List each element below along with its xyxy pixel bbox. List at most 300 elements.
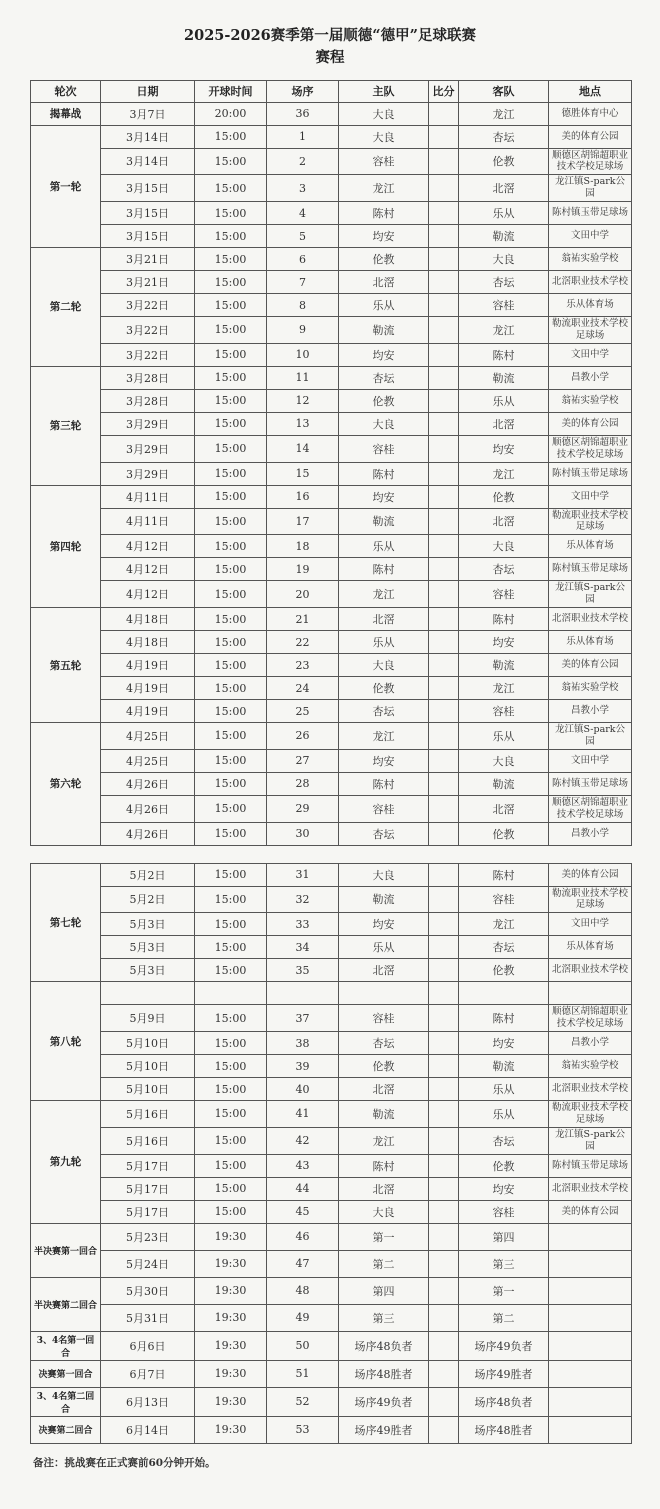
- match-number-cell: 9: [267, 317, 339, 344]
- kickoff-time-cell: 15:00: [195, 317, 267, 344]
- away-team-cell: 北滘: [459, 412, 549, 435]
- date-cell: 3月15日: [101, 202, 195, 225]
- date-cell: 5月31日: [101, 1304, 195, 1331]
- score-cell: [429, 700, 459, 723]
- date-cell: 5月10日: [101, 1032, 195, 1055]
- match-row: [31, 772, 632, 795]
- kickoff-time-cell: 15:00: [195, 913, 267, 936]
- round-label: 揭幕战: [31, 102, 101, 125]
- date-cell: 5月3日: [101, 936, 195, 959]
- kickoff-time-cell: 19:30: [195, 1277, 267, 1304]
- home-team-cell: 陈村: [339, 558, 429, 581]
- kickoff-time-cell: 15:00: [195, 1055, 267, 1078]
- kickoff-time-cell: 15:00: [195, 700, 267, 723]
- schedule-table-rounds-1-6: [30, 80, 632, 846]
- away-team-cell: 容桂: [459, 581, 549, 608]
- home-team-cell: 龙江: [339, 175, 429, 202]
- match-row: [31, 959, 632, 982]
- date-cell: 5月24日: [101, 1250, 195, 1277]
- match-row: [31, 631, 632, 654]
- home-team-cell: 龙江: [339, 1127, 429, 1154]
- score-cell: [429, 936, 459, 959]
- date-cell: 3月14日: [101, 125, 195, 148]
- match-number-cell: 20: [267, 581, 339, 608]
- home-team-cell: 北滘: [339, 1078, 429, 1101]
- kickoff-time-cell: 15:00: [195, 822, 267, 845]
- venue-cell: 美的体育公园: [549, 654, 632, 677]
- kickoff-time-cell: 15:00: [195, 677, 267, 700]
- date-cell: 5月16日: [101, 1101, 195, 1128]
- kickoff-time-cell: 15:00: [195, 535, 267, 558]
- home-team-cell: 容桂: [339, 795, 429, 822]
- kickoff-time-cell: 15:00: [195, 1101, 267, 1128]
- kickoff-time-cell: 19:30: [195, 1223, 267, 1250]
- home-team-cell: 场序48胜者: [339, 1360, 429, 1387]
- round-label: 第四轮: [31, 485, 101, 608]
- home-team-cell: 北滘: [339, 959, 429, 982]
- kickoff-time-cell: 15:00: [195, 389, 267, 412]
- venue-cell: 美的体育公园: [549, 1200, 632, 1223]
- home-team-cell: 容桂: [339, 435, 429, 462]
- score-cell: [429, 366, 459, 389]
- venue-cell: 陈村镇玉带足球场: [549, 1154, 632, 1177]
- away-team-cell: 勒流: [459, 1055, 549, 1078]
- home-team-cell: 大良: [339, 863, 429, 886]
- venue-cell: [549, 1331, 632, 1360]
- score-cell: [429, 1416, 459, 1443]
- away-team-cell: 杏坛: [459, 936, 549, 959]
- away-team-cell: 容桂: [459, 294, 549, 317]
- match-row: [31, 654, 632, 677]
- home-team-cell: 场序49负者: [339, 1387, 429, 1416]
- match-row: [31, 125, 632, 148]
- kickoff-time-cell: 15:00: [195, 1177, 267, 1200]
- score-cell: [429, 1127, 459, 1154]
- match-row: [31, 389, 632, 412]
- away-team-cell: 杏坛: [459, 125, 549, 148]
- away-team-cell: 伦教: [459, 959, 549, 982]
- away-team-cell: 乐从: [459, 389, 549, 412]
- round-label: 决赛第一回合: [31, 1360, 101, 1387]
- column-header-home-team: 主队: [339, 80, 429, 102]
- home-team-cell: [339, 982, 429, 1005]
- kickoff-time-cell: 19:30: [195, 1250, 267, 1277]
- match-number-cell: 42: [267, 1127, 339, 1154]
- home-team-cell: 伦教: [339, 389, 429, 412]
- venue-cell: 龙江镇S-park公园: [549, 723, 632, 750]
- match-number-cell: 4: [267, 202, 339, 225]
- date-cell: 4月11日: [101, 508, 195, 535]
- match-row: [31, 1154, 632, 1177]
- away-team-cell: 伦教: [459, 148, 549, 175]
- score-cell: [429, 581, 459, 608]
- home-team-cell: 杏坛: [339, 700, 429, 723]
- date-cell: 6月6日: [101, 1331, 195, 1360]
- venue-cell: 顺德区胡锦超职业技术学校足球场: [549, 435, 632, 462]
- kickoff-time-cell: 15:00: [195, 1078, 267, 1101]
- venue-cell: 美的体育公园: [549, 125, 632, 148]
- score-cell: [429, 1223, 459, 1250]
- date-cell: 5月2日: [101, 886, 195, 913]
- date-cell: 4月19日: [101, 654, 195, 677]
- home-team-cell: 陈村: [339, 462, 429, 485]
- match-number-cell: 23: [267, 654, 339, 677]
- away-team-cell: 大良: [459, 749, 549, 772]
- home-team-cell: 杏坛: [339, 822, 429, 845]
- kickoff-time-cell: 15:00: [195, 654, 267, 677]
- kickoff-time-cell: 15:00: [195, 936, 267, 959]
- match-row: [31, 462, 632, 485]
- away-team-cell: 北滘: [459, 795, 549, 822]
- venue-cell: [549, 1416, 632, 1443]
- date-cell: 5月17日: [101, 1200, 195, 1223]
- match-number-cell: 35: [267, 959, 339, 982]
- round-label: 第八轮: [31, 982, 101, 1101]
- match-number-cell: [267, 982, 339, 1005]
- date-cell: 6月13日: [101, 1387, 195, 1416]
- away-team-cell: 龙江: [459, 677, 549, 700]
- venue-cell: 昌教小学: [549, 700, 632, 723]
- kickoff-time-cell: 15:00: [195, 1005, 267, 1032]
- date-cell: 4月18日: [101, 631, 195, 654]
- kickoff-time-cell: 15:00: [195, 294, 267, 317]
- match-number-cell: 50: [267, 1331, 339, 1360]
- venue-cell: 顺德区胡锦超职业技术学校足球场: [549, 1005, 632, 1032]
- round-label: 半决赛第二回合: [31, 1277, 101, 1331]
- match-number-cell: 2: [267, 148, 339, 175]
- venue-cell: [549, 1387, 632, 1416]
- away-team-cell: 北滘: [459, 175, 549, 202]
- kickoff-time-cell: 15:00: [195, 202, 267, 225]
- match-row: [31, 677, 632, 700]
- home-team-cell: 均安: [339, 343, 429, 366]
- away-team-cell: 伦教: [459, 485, 549, 508]
- score-cell: [429, 485, 459, 508]
- venue-cell: 翁祐实验学校: [549, 389, 632, 412]
- match-row: [31, 1200, 632, 1223]
- match-number-cell: 16: [267, 485, 339, 508]
- match-row: [31, 343, 632, 366]
- venue-cell: 龙江镇S-park公园: [549, 581, 632, 608]
- page-title-line1: 2025-2026赛季第一届顺德“德甲”足球联赛: [184, 27, 476, 44]
- date-cell: 4月25日: [101, 723, 195, 750]
- away-team-cell: 场序48胜者: [459, 1416, 549, 1443]
- round-label: 第九轮: [31, 1101, 101, 1224]
- kickoff-time-cell: 19:30: [195, 1387, 267, 1416]
- home-team-cell: 北滘: [339, 271, 429, 294]
- date-cell: 6月14日: [101, 1416, 195, 1443]
- away-team-cell: 大良: [459, 248, 549, 271]
- away-team-cell: 伦教: [459, 822, 549, 845]
- score-cell: [429, 1177, 459, 1200]
- match-number-cell: 33: [267, 913, 339, 936]
- score-cell: [429, 1360, 459, 1387]
- venue-cell: 龙江镇S-park公园: [549, 1127, 632, 1154]
- date-cell: 4月26日: [101, 772, 195, 795]
- score-cell: [429, 389, 459, 412]
- score-cell: [429, 1250, 459, 1277]
- home-team-cell: 第二: [339, 1250, 429, 1277]
- venue-cell: 文田中学: [549, 485, 632, 508]
- venue-cell: 勒流职业技术学校足球场: [549, 1101, 632, 1128]
- match-number-cell: 22: [267, 631, 339, 654]
- date-cell: 5月17日: [101, 1177, 195, 1200]
- score-cell: [429, 1304, 459, 1331]
- kickoff-time-cell: 15:00: [195, 508, 267, 535]
- home-team-cell: 乐从: [339, 535, 429, 558]
- match-number-cell: 11: [267, 366, 339, 389]
- score-cell: [429, 631, 459, 654]
- away-team-cell: 勒流: [459, 654, 549, 677]
- home-team-cell: 伦教: [339, 677, 429, 700]
- match-row: [31, 1005, 632, 1032]
- match-row: [31, 175, 632, 202]
- away-team-cell: 乐从: [459, 723, 549, 750]
- match-row: [31, 581, 632, 608]
- away-team-cell: 均安: [459, 435, 549, 462]
- date-cell: 3月28日: [101, 389, 195, 412]
- kickoff-time-cell: 15:00: [195, 959, 267, 982]
- venue-cell: 文田中学: [549, 913, 632, 936]
- away-team-cell: 陈村: [459, 608, 549, 631]
- home-team-cell: 大良: [339, 102, 429, 125]
- away-team-cell: 杏坛: [459, 558, 549, 581]
- date-cell: 3月21日: [101, 248, 195, 271]
- home-team-cell: 北滘: [339, 1177, 429, 1200]
- score-cell: [429, 1055, 459, 1078]
- away-team-cell: 乐从: [459, 202, 549, 225]
- match-row: [31, 863, 632, 886]
- away-team-cell: 均安: [459, 1177, 549, 1200]
- away-team-cell: 龙江: [459, 913, 549, 936]
- round-label: 第一轮: [31, 125, 101, 248]
- venue-cell: 翁祐实验学校: [549, 677, 632, 700]
- score-cell: [429, 654, 459, 677]
- kickoff-time-cell: 15:00: [195, 412, 267, 435]
- match-number-cell: 48: [267, 1277, 339, 1304]
- date-cell: [101, 982, 195, 1005]
- match-number-cell: 17: [267, 508, 339, 535]
- kickoff-time-cell: 15:00: [195, 435, 267, 462]
- venue-cell: 美的体育公园: [549, 863, 632, 886]
- match-number-cell: 28: [267, 772, 339, 795]
- match-row: [31, 271, 632, 294]
- date-cell: 4月12日: [101, 558, 195, 581]
- score-cell: [429, 1277, 459, 1304]
- column-header-score: 比分: [429, 80, 459, 102]
- match-row: [31, 1078, 632, 1101]
- venue-cell: 昌教小学: [549, 366, 632, 389]
- match-number-cell: 10: [267, 343, 339, 366]
- round-label: 3、4名第一回合: [31, 1331, 101, 1360]
- match-row: [31, 485, 632, 508]
- match-number-cell: 43: [267, 1154, 339, 1177]
- home-team-cell: 场序49胜者: [339, 1416, 429, 1443]
- match-number-cell: 53: [267, 1416, 339, 1443]
- kickoff-time-cell: 15:00: [195, 631, 267, 654]
- home-team-cell: 容桂: [339, 148, 429, 175]
- match-row: [31, 202, 632, 225]
- home-team-cell: 场序48负者: [339, 1331, 429, 1360]
- score-cell: [429, 913, 459, 936]
- date-cell: 4月12日: [101, 581, 195, 608]
- score-cell: [429, 886, 459, 913]
- match-number-cell: 36: [267, 102, 339, 125]
- kickoff-time-cell: 19:30: [195, 1360, 267, 1387]
- kickoff-time-cell: [195, 982, 267, 1005]
- match-row: [31, 749, 632, 772]
- column-header-date: 日期: [101, 80, 195, 102]
- kickoff-time-cell: 15:00: [195, 772, 267, 795]
- header-row: [31, 80, 632, 102]
- venue-cell: 文田中学: [549, 749, 632, 772]
- match-row: [31, 886, 632, 913]
- match-row: [31, 723, 632, 750]
- match-row: [31, 1250, 632, 1277]
- venue-cell: 昌教小学: [549, 1032, 632, 1055]
- kickoff-time-cell: 15:00: [195, 581, 267, 608]
- match-number-cell: 49: [267, 1304, 339, 1331]
- score-cell: [429, 435, 459, 462]
- venue-cell: 乐从体育场: [549, 535, 632, 558]
- kickoff-time-cell: 15:00: [195, 723, 267, 750]
- venue-cell: 乐从体育场: [549, 936, 632, 959]
- schedule-table-rounds-7-finals: [30, 863, 632, 1444]
- away-team-cell: 龙江: [459, 462, 549, 485]
- venue-cell: 昌教小学: [549, 822, 632, 845]
- match-row: [31, 1223, 632, 1250]
- away-team-cell: 乐从: [459, 1101, 549, 1128]
- date-cell: 3月22日: [101, 294, 195, 317]
- venue-cell: 勒流职业技术学校足球场: [549, 317, 632, 344]
- score-cell: [429, 982, 459, 1005]
- venue-cell: 北滘职业技术学校: [549, 959, 632, 982]
- match-row: [31, 294, 632, 317]
- date-cell: 5月10日: [101, 1078, 195, 1101]
- match-number-cell: 51: [267, 1360, 339, 1387]
- page-title-line2: 赛程: [315, 48, 345, 66]
- kickoff-time-cell: 15:00: [195, 271, 267, 294]
- score-cell: [429, 148, 459, 175]
- date-cell: 3月7日: [101, 102, 195, 125]
- venue-cell: 文田中学: [549, 343, 632, 366]
- match-number-cell: 3: [267, 175, 339, 202]
- match-row: [31, 822, 632, 845]
- score-cell: [429, 1200, 459, 1223]
- away-team-cell: 勒流: [459, 366, 549, 389]
- date-cell: 3月21日: [101, 271, 195, 294]
- column-header-round: 轮次: [31, 80, 101, 102]
- match-number-cell: 15: [267, 462, 339, 485]
- round-label: 第二轮: [31, 248, 101, 367]
- column-header-match-no: 场序: [267, 80, 339, 102]
- match-number-cell: 13: [267, 412, 339, 435]
- date-cell: 5月3日: [101, 913, 195, 936]
- kickoff-time-cell: 15:00: [195, 175, 267, 202]
- kickoff-time-cell: 15:00: [195, 248, 267, 271]
- date-cell: 3月22日: [101, 343, 195, 366]
- away-team-cell: 均安: [459, 631, 549, 654]
- venue-cell: [549, 1277, 632, 1304]
- home-team-cell: 大良: [339, 654, 429, 677]
- away-team-cell: 场序49负者: [459, 1331, 549, 1360]
- match-number-cell: 14: [267, 435, 339, 462]
- kickoff-time-cell: 15:00: [195, 749, 267, 772]
- kickoff-time-cell: 15:00: [195, 225, 267, 248]
- venue-cell: 北滘职业技术学校: [549, 1078, 632, 1101]
- venue-cell: 翁祐实验学校: [549, 248, 632, 271]
- venue-cell: [549, 1250, 632, 1277]
- match-row: [31, 412, 632, 435]
- date-cell: 6月7日: [101, 1360, 195, 1387]
- away-team-cell: 乐从: [459, 1078, 549, 1101]
- home-team-cell: 第三: [339, 1304, 429, 1331]
- kickoff-time-cell: 15:00: [195, 1200, 267, 1223]
- match-row: [31, 1416, 632, 1443]
- kickoff-time-cell: 15:00: [195, 886, 267, 913]
- match-number-cell: 25: [267, 700, 339, 723]
- home-team-cell: 均安: [339, 485, 429, 508]
- match-row: [31, 1032, 632, 1055]
- away-team-cell: 大良: [459, 535, 549, 558]
- venue-cell: 龙江镇S-park公园: [549, 175, 632, 202]
- away-team-cell: 容桂: [459, 700, 549, 723]
- score-cell: [429, 202, 459, 225]
- venue-cell: 乐从体育场: [549, 294, 632, 317]
- match-number-cell: 40: [267, 1078, 339, 1101]
- home-team-cell: 大良: [339, 412, 429, 435]
- away-team-cell: 伦教: [459, 1154, 549, 1177]
- match-number-cell: 24: [267, 677, 339, 700]
- score-cell: [429, 1154, 459, 1177]
- home-team-cell: 杏坛: [339, 1032, 429, 1055]
- match-number-cell: 39: [267, 1055, 339, 1078]
- away-team-cell: 第一: [459, 1277, 549, 1304]
- home-team-cell: 陈村: [339, 772, 429, 795]
- match-row: [31, 558, 632, 581]
- match-row: [31, 982, 632, 1005]
- away-team-cell: 勒流: [459, 772, 549, 795]
- kickoff-time-cell: 19:30: [195, 1331, 267, 1360]
- match-row: [31, 1331, 632, 1360]
- score-cell: [429, 1032, 459, 1055]
- column-header-venue: 地点: [549, 80, 632, 102]
- kickoff-time-cell: 15:00: [195, 148, 267, 175]
- match-number-cell: 12: [267, 389, 339, 412]
- match-number-cell: 26: [267, 723, 339, 750]
- column-header-away-team: 客队: [459, 80, 549, 102]
- score-cell: [429, 723, 459, 750]
- venue-cell: 勒流职业技术学校足球场: [549, 886, 632, 913]
- away-team-cell: 均安: [459, 1032, 549, 1055]
- home-team-cell: 勒流: [339, 508, 429, 535]
- match-row: [31, 1177, 632, 1200]
- match-number-cell: 1: [267, 125, 339, 148]
- away-team-cell: 容桂: [459, 886, 549, 913]
- match-row: [31, 366, 632, 389]
- home-team-cell: 杏坛: [339, 366, 429, 389]
- date-cell: 5月9日: [101, 1005, 195, 1032]
- round-label: 半决赛第一回合: [31, 1223, 101, 1277]
- home-team-cell: 均安: [339, 749, 429, 772]
- venue-cell: 陈村镇玉带足球场: [549, 772, 632, 795]
- match-row: [31, 1127, 632, 1154]
- score-cell: [429, 863, 459, 886]
- away-team-cell: 第三: [459, 1250, 549, 1277]
- kickoff-time-cell: 15:00: [195, 462, 267, 485]
- kickoff-time-cell: 19:30: [195, 1304, 267, 1331]
- match-number-cell: 18: [267, 535, 339, 558]
